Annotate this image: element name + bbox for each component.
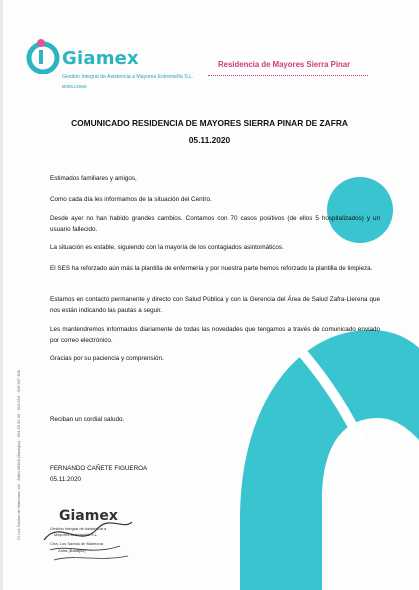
paragraph-staffing: El SES ha reforzado aún más la plantilla de enfermería y por nuestra parte hemos reforzado la plantilla de limpieza. — [50, 265, 373, 272]
paragraph-thanks: Gracias por su paciencia y comprensión. — [50, 355, 164, 362]
stamp-line-4: Zafra (Badajoz) — [58, 548, 86, 553]
closing: Reciban un cordial saludo. — [50, 416, 125, 423]
giamex-logo-icon — [25, 34, 61, 74]
brand-tagline: Gestión Integral de Asistencia a Mayores Extremeña S.L. — [62, 74, 194, 80]
company-code: B06514980 — [62, 85, 87, 90]
signature-block — [50, 464, 380, 485]
stamp-line-3: Ctra. Los Santos de Maimona — [50, 541, 103, 546]
document-title-block — [40, 115, 379, 149]
brand-name: Giamex — [62, 48, 139, 69]
document-title: COMUNICADO RESIDENCIA DE MAYORES SIERRA PINAR DE ZAFRA — [71, 118, 348, 128]
signature-date: 05.11.2020 — [50, 475, 82, 483]
signatory-name: FERNANDO CAÑETE FIGUEROA — [50, 465, 148, 472]
watermark-arc — [240, 330, 419, 590]
greeting: Estimados familiares y amigos, — [50, 175, 137, 182]
stamp-line-2: Mayores Extremeña S.L. — [54, 532, 99, 537]
stamp-brand: Giamex — [59, 508, 118, 524]
header-divider — [208, 75, 368, 76]
paragraph-contact: Estamos en contacto permanente y directo con Salud Pública y con la Gerencia del Área de Salud Zafra-Llerena que nos están indicando las pautas a seguir. — [50, 296, 380, 314]
paragraph-status: La situación es estable, siguiendo con la mayoría de los contagiados asintomáticos. — [50, 244, 284, 251]
document-date: 05.11.2020 — [188, 135, 231, 145]
paragraph-updates: Les mantendremos informados diariamente de todas las novedades que tengamos a través de comunicado enviado por correo electrónico. — [50, 326, 380, 344]
stamp-line-1: Gestión Integral de Asistencia a — [50, 526, 107, 531]
paragraph-intro: Como cada día les informamos de la situación del Centro. — [50, 196, 212, 203]
side-address: C/ Los Santos de Maimona, s/n · Zafra 06300 (Badajoz) · 924 55 32 00 · 924 554 · 926 997 305 — [16, 370, 21, 540]
paragraph-cases: Desde ayer no han habido grandes cambios. Contamos con 70 casos positivos (de ellos 5 hospitalizados) y un usuario fallecido. — [50, 215, 380, 233]
residence-name: Residencia de Mayores Sierra Pinar — [218, 60, 351, 69]
